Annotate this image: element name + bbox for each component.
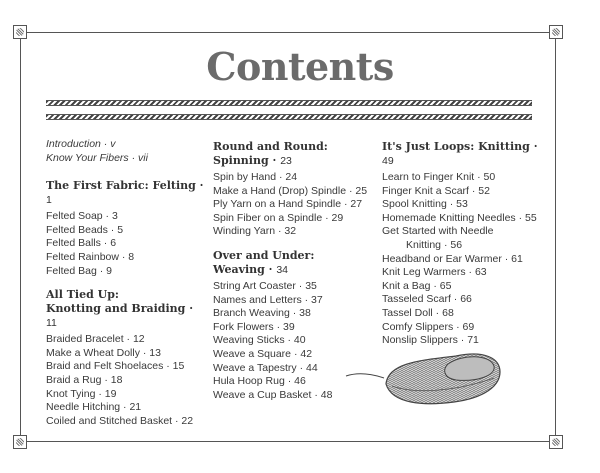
contents-column-3	[382, 140, 542, 348]
knitted-slipper-icon	[344, 342, 504, 412]
toc-entry[interactable]: Spin Fiber on a Spindle · 29	[213, 211, 344, 224]
toc-entry[interactable]: Hula Hoop Rug · 46	[213, 375, 306, 388]
toc-entry[interactable]: String Art Coaster · 35	[213, 279, 317, 292]
toc-entry[interactable]: Winding Yarn · 32	[213, 225, 297, 238]
toc-entry[interactable]: Braid a Rug · 18	[46, 373, 123, 386]
corner-ornament-icon	[13, 435, 27, 449]
toc-entry[interactable]: Fork Flowers · 39	[213, 320, 295, 333]
toc-entry[interactable]: Headband or Ear Warmer · 61	[382, 252, 523, 265]
toc-entry[interactable]: Weave a Tapestry · 44	[213, 361, 318, 374]
toc-entry[interactable]: Knit Leg Warmers · 63	[382, 266, 487, 279]
corner-ornament-icon	[13, 25, 27, 39]
toc-entry[interactable]: Nonslip Slippers · 71	[382, 334, 479, 347]
section-heading[interactable]: Over and Under: Weaving · 34	[213, 248, 315, 276]
toc-entry[interactable]: Felted Balls · 6	[46, 237, 117, 250]
toc-entry[interactable]: Make a Hand (Drop) Spindle · 25	[213, 184, 368, 197]
section-heading[interactable]: The First Fabric: Felting · 1	[46, 179, 204, 207]
toc-entry[interactable]: Knit a Bag · 65	[382, 279, 452, 292]
corner-ornament-icon	[549, 25, 563, 39]
toc-entry[interactable]: Learn to Finger Knit · 50	[382, 171, 496, 183]
toc-entry[interactable]: Ply Yarn on a Hand Spindle · 27	[213, 198, 363, 211]
toc-entry[interactable]: Tasseled Scarf · 66	[382, 293, 472, 306]
toc-entry[interactable]: Introduction · v	[46, 138, 116, 150]
toc-entry[interactable]: Get Started with Needle	[382, 225, 494, 238]
toc-entry[interactable]: Names and Letters · 37	[213, 293, 323, 306]
toc-entry[interactable]: Knot Tying · 19	[46, 387, 117, 400]
toc-entry[interactable]: Felted Soap · 3	[46, 210, 118, 223]
toc-entry[interactable]: Felted Bag · 9	[46, 264, 112, 277]
toc-entry[interactable]: Braided Bracelet · 12	[46, 333, 145, 346]
toc-entry[interactable]: Know Your Fibers · vii	[46, 151, 148, 164]
toc-entry[interactable]: Needle Hitching · 21	[46, 401, 142, 414]
toc-entry[interactable]: Finger Knit a Scarf · 52	[382, 184, 490, 197]
toc-entry[interactable]: Weave a Square · 42	[213, 347, 313, 360]
corner-ornament-icon	[549, 435, 563, 449]
section-heading[interactable]: Round and Round: Spinning · 23	[213, 140, 328, 167]
toc-entry[interactable]: Braid and Felt Shoelaces · 15	[46, 360, 185, 373]
toc-entry[interactable]: Spin by Hand · 24	[213, 171, 298, 183]
toc-entry[interactable]: Homemade Knitting Needles · 55	[382, 211, 537, 224]
rope-divider	[46, 114, 532, 120]
toc-entry[interactable]: Weaving Sticks · 40	[213, 334, 306, 347]
toc-entry[interactable]: Branch Weaving · 38	[213, 307, 311, 320]
toc-entry[interactable]: Coiled and Stitched Basket · 22	[46, 414, 194, 427]
toc-entry[interactable]: Comfy Slippers · 69	[382, 320, 475, 333]
toc-entry[interactable]: Felted Beads · 5	[46, 223, 124, 236]
toc-entry[interactable]: Felted Rainbow · 8	[46, 250, 135, 263]
toc-entry[interactable]: Spool Knitting · 53	[382, 198, 468, 211]
page-title: Contents	[206, 44, 394, 89]
toc-entry[interactable]: Knitting · 56	[406, 238, 463, 251]
toc-entry[interactable]: Weave a Cup Basket · 48	[213, 388, 333, 401]
section-heading[interactable]: All Tied Up: Knotting and Braiding · 11	[46, 288, 194, 330]
toc-entry[interactable]: Tassel Doll · 68	[382, 306, 454, 319]
rope-divider	[46, 100, 532, 106]
contents-column-1	[46, 138, 206, 428]
section-heading[interactable]: It's Just Loops: Knitting · 49	[382, 140, 538, 167]
toc-entry[interactable]: Make a Wheat Dolly · 13	[46, 346, 161, 359]
